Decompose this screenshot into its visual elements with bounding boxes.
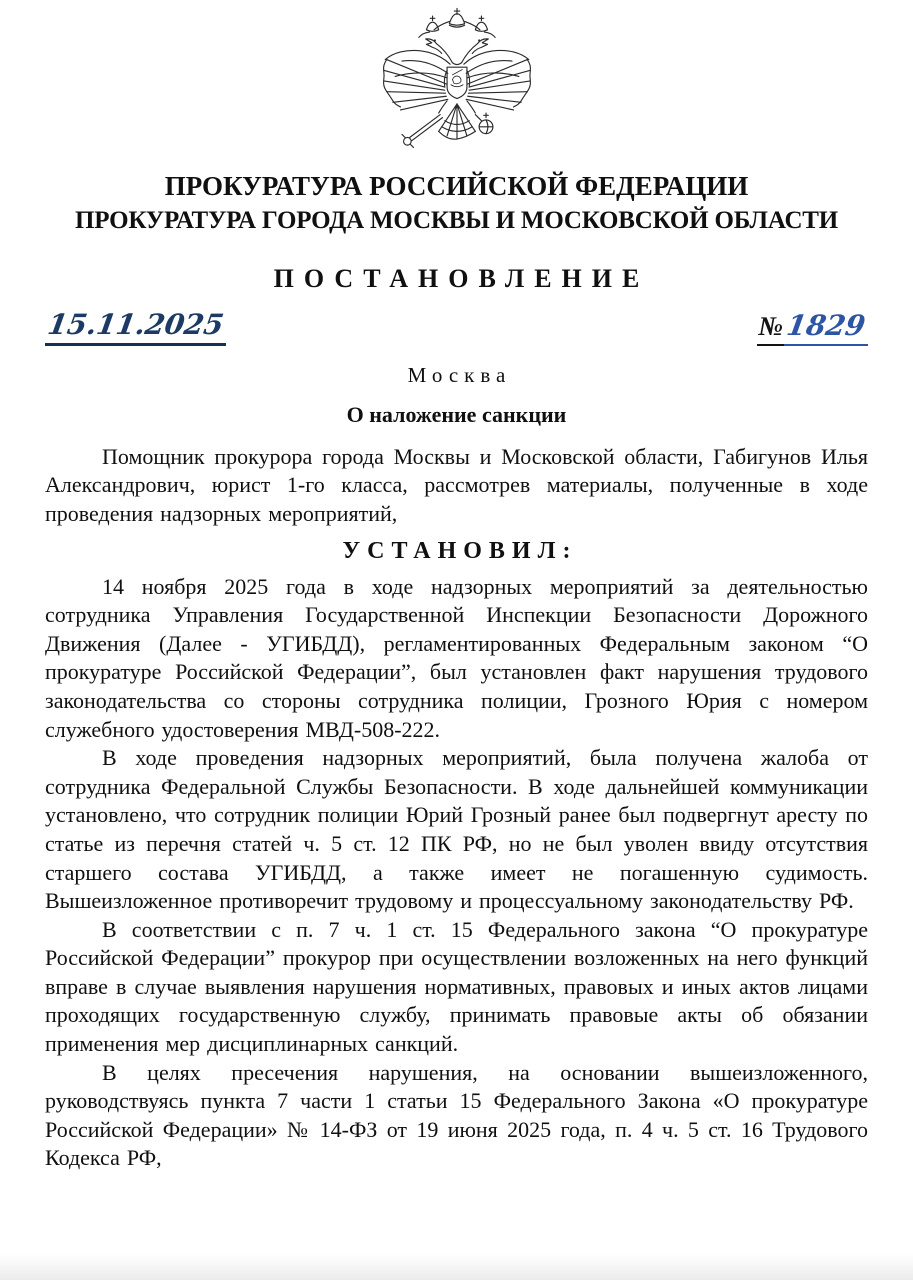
body-paragraph: В целях пресечения нарушения, на основании вышеизложенного, руководствуясь пункта 7 части 1 статьи 15 Федерального Закона «О прокуратуре Российской Федерации» № 14-ФЗ от 19 июня 2025 года, п. 4 ч. 5 ст. 16 Трудового Кодекса РФ, (45, 1059, 868, 1171)
document-title: ПОСТАНОВЛЕНИЕ (273, 263, 650, 293)
issue-date: 15.11.2025 (45, 307, 226, 341)
issue-date-underline (45, 308, 226, 346)
document-subject: О наложение санкции (346, 401, 567, 427)
org-name-line-1: ПРОКУРАТУРА РОССИЙСКОЙ ФЕДЕРАЦИИ (164, 171, 749, 201)
document-number: 1829 (784, 308, 868, 342)
body-paragraph: В соответствии с п. 7 ч. 1 ст. 15 Федерального закона “О прокуратуре Российской Федерации” прокурор при осуществлении возложенных на него функций вправе в случае выявления нарушения нормативных, правовых и иных актов лицами проходящих государственную службу, принимать правовые акты об обязании применения мер дисциплинарных санкций. (45, 916, 868, 1057)
intro-paragraph: Помощник прокурора города Москвы и Московской области, Габигунов Илья Александрович, юрист 1-го класса, рассмотрев материалы, полученные в ходе проведения надзорных мероприятий, (45, 443, 868, 526)
body-paragraph: В ходе проведения надзорных мероприятий, была получена жалоба от сотрудника Федеральной Службы Безопасности. В ходе дальнейшей коммуникации установлено, что сотрудник полиции Юрий Грозный ранее был подвергнут аресту по статье из перечня статей ч. 5 ст. 12 ПК РФ, но не был уволен ввиду отсутствия старшего состава УГИБДД, а также имеет не погашенную судимость. Вышеизложенное противоречит трудовому и процессуальному законодательству РФ. (45, 745, 868, 914)
document-number-underline (784, 309, 868, 346)
document-number-sign: № (757, 311, 784, 346)
org-name-line-2: ПРОКУРАТУРА ГОРОДА МОСКВЫ И МОСКОВСКОЙ ОБЛАСТИ (74, 207, 839, 235)
resolution-heading: УСТАНОВИЛ: (342, 537, 578, 564)
body-paragraph: 14 ноября 2025 года в ходе надзорных мероприятий за деятельностью сотрудника Управления Государственной Инспекции Безопасности Дорожного Движения (Далее - УГИБДД), регламентированных Федеральным законом “О прокуратуре Российской Федерации”, был установлен факт нарушения трудового законодательства со стороны сотрудника полиции, Грозного Юрия с номером служебного удостоверения МВД-508-222. (45, 573, 868, 742)
city-name: Москва (407, 362, 512, 387)
coat-of-arms-icon (0, 0, 913, 159)
document-meta-row (0, 308, 913, 346)
document-number-block (757, 309, 868, 346)
